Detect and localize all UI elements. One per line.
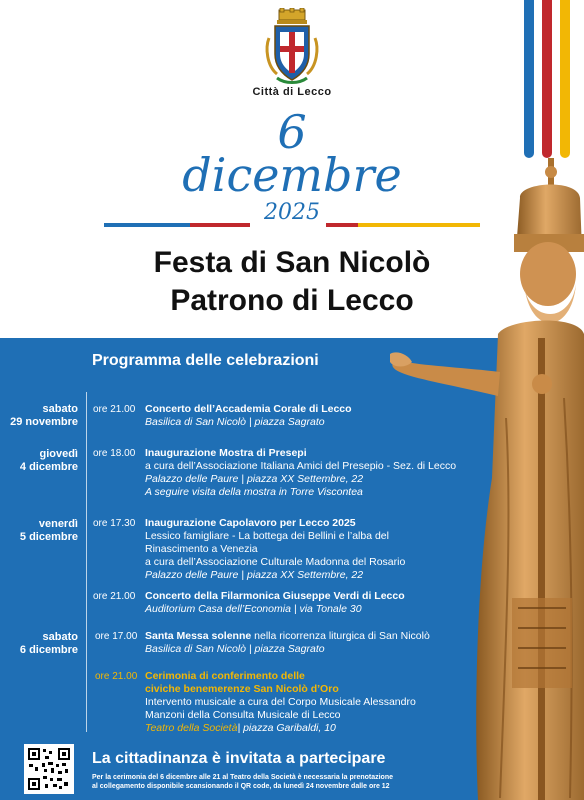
event-line: Intervento musicale a cura del Corpo Musicale Alessandro bbox=[145, 696, 416, 708]
event-place: Auditorium Casa dell’Economia | via Tonale 30 bbox=[145, 603, 362, 615]
city-crest-icon bbox=[263, 8, 321, 86]
event-extra: A seguire visita della mostra in Torre Viscontea bbox=[145, 486, 363, 498]
event-title: civiche benemerenze San Nicolò d’Oro bbox=[145, 683, 339, 695]
weekday: giovedì bbox=[39, 448, 78, 460]
event-time: ore 18.00 bbox=[93, 448, 136, 459]
date: 29 novembre bbox=[10, 416, 78, 428]
date-block bbox=[0, 403, 78, 429]
weekday: sabato bbox=[42, 631, 78, 643]
event-time: ore 21.00 bbox=[93, 591, 136, 602]
date: 5 dicembre bbox=[19, 531, 78, 543]
note-line-1: Per la cerimonia del 6 dicembre alle 21 al Teatro della Società è necessaria la prenotazione bbox=[92, 774, 394, 781]
event-time: ore 17.00 bbox=[95, 631, 138, 642]
booking-note bbox=[92, 773, 444, 791]
timeline-divider bbox=[86, 392, 87, 732]
event-day: 6 bbox=[277, 105, 307, 159]
weekday: sabato bbox=[42, 403, 78, 415]
event-month: dicembre bbox=[182, 148, 402, 202]
event-line: Lessico famigliare - La bottega dei Bellini e l’alba del bbox=[145, 530, 389, 542]
event-line: a cura dell’Associazione Culturale Madonna del Rosario bbox=[145, 556, 406, 568]
event-line: a cura dell’Associazione Italiana Amici del Presepio - Sez. di Lecco bbox=[145, 460, 457, 472]
event-place: Palazzo delle Paure | piazza XX Settembre, 22 bbox=[145, 569, 364, 581]
weekday: venerdì bbox=[38, 518, 78, 530]
event-line: Manzoni della Consulta Musicale di Lecco bbox=[145, 709, 341, 721]
event-title: Concerto dell’Accademia Corale di Lecco bbox=[145, 403, 352, 415]
event-place: Palazzo delle Paure | piazza XX Settembre, 22 bbox=[145, 473, 364, 485]
event-time: ore 21.00 bbox=[95, 671, 138, 682]
date-block bbox=[0, 448, 78, 474]
city-name: Città di Lecco bbox=[252, 86, 332, 98]
event-time: ore 17.30 bbox=[93, 518, 136, 529]
event-year: 2025 bbox=[264, 200, 320, 225]
date-block bbox=[0, 518, 78, 544]
event-title: Santa Messa solenne bbox=[145, 630, 252, 642]
event-place: Basilica di San Nicolò | piazza Sagrato bbox=[145, 643, 325, 655]
event-title: Concerto della Filarmonica Giuseppe Verdi di Lecco bbox=[145, 590, 405, 602]
invite-heading: La cittadinanza è invitata a partecipare bbox=[92, 750, 386, 767]
date: 6 dicembre bbox=[19, 644, 78, 656]
event-place: Teatro della Società bbox=[145, 722, 238, 734]
note-line-2: al collegamento disponibile scansionando il QR code, da lunedì 24 novembre dalle ore 12 bbox=[92, 783, 390, 790]
event-title: Inaugurazione Mostra di Presepi bbox=[145, 447, 307, 459]
date: 4 dicembre bbox=[19, 461, 78, 473]
title-line-2: Patrono di Lecco bbox=[170, 284, 414, 317]
san-nicolo-statue-image bbox=[388, 158, 584, 800]
event-place-rest: | piazza Garibaldi, 10 bbox=[237, 722, 336, 734]
program-heading: Programma delle celebrazioni bbox=[92, 352, 319, 369]
event-title-rest: nella ricorrenza liturgica di San Nicolò bbox=[251, 630, 430, 642]
title-line-1: Festa di San Nicolò bbox=[153, 246, 431, 279]
event-title: Cerimonia di conferimento delle bbox=[145, 670, 305, 682]
event-place: Basilica di San Nicolò | piazza Sagrato bbox=[145, 416, 325, 428]
date-block bbox=[0, 631, 78, 657]
qr-code-icon[interactable] bbox=[24, 744, 74, 794]
event-title: Inaugurazione Capolavoro per Lecco 2025 bbox=[145, 517, 356, 529]
event-time: ore 21.00 bbox=[93, 404, 136, 415]
event-line: Rinascimento a Venezia bbox=[145, 543, 258, 555]
